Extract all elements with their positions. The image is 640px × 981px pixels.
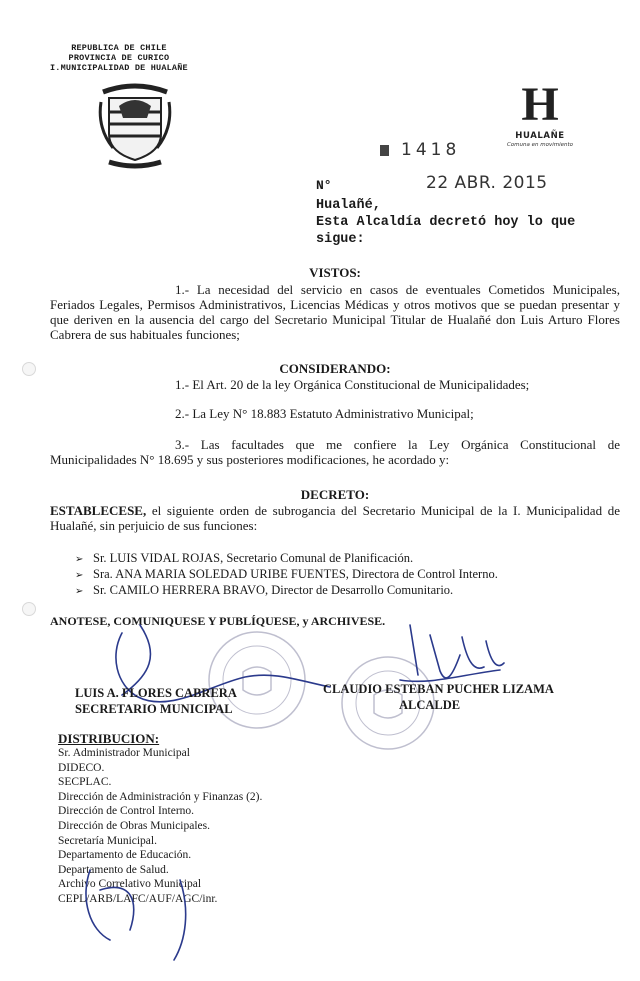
decree-intro <box>316 197 575 248</box>
considerando-heading: CONSIDERANDO: <box>279 361 391 376</box>
punch-hole <box>22 602 36 616</box>
decree-number: 1418 <box>401 140 461 160</box>
letterhead-municipality: I.MUNICIPALIDAD DE HUALAÑE <box>50 63 188 73</box>
decreto-paragraph <box>50 503 620 533</box>
list-item: Sr. Administrador Municipal <box>58 747 190 759</box>
list-item: SECPLAC. <box>58 776 112 789</box>
list-item: Departamento de Educación. <box>58 849 192 862</box>
decree-intro-line1: Esta Alcaldía decretó hoy lo que <box>316 215 576 230</box>
distribucion-heading: DISTRIBUCION: <box>58 731 160 746</box>
decree-date: 22 ABR. 2015 <box>426 173 548 193</box>
arrow-bullet-icon: ➢ <box>75 586 84 597</box>
secretary-title: SECRETARIO MUNICIPAL <box>75 701 233 716</box>
arrow-bullet-icon: ➢ <box>75 554 84 565</box>
decree-number-label: N° <box>316 178 332 193</box>
initials-scribble-icon <box>70 860 240 965</box>
list-item: CEPL/ARB/LAFC/AUF/AGC/inr. <box>58 892 218 905</box>
list-item: Archivo Correlativo Municipal <box>58 878 202 891</box>
decreto-heading: DECRETO: <box>300 487 370 502</box>
logo-name: HUALAÑE <box>515 131 565 141</box>
decreto-text: el siguiente orden de subrogancia del Secretario Municipal de la I. Municipalidad de Hualañé, sin perjuicio de sus funciones: <box>50 503 620 533</box>
hualane-logo <box>505 78 575 148</box>
decree-number-stamp <box>380 140 460 160</box>
subrogancia-list <box>75 551 498 599</box>
secretary-name: LUIS A. FLORES CABRERA <box>75 686 237 700</box>
signature-mayor <box>323 682 554 713</box>
decree-place: Hualañé, <box>316 198 381 213</box>
stamp-mark-icon <box>380 145 389 156</box>
arrow-bullet-icon: ➢ <box>75 570 84 581</box>
letterhead-country: REPUBLICA DE CHILE <box>71 43 167 53</box>
list-item: Departamento de Salud. <box>58 863 169 876</box>
vistos-heading: VISTOS: <box>309 265 361 280</box>
list-item: DIDECO. <box>58 761 105 774</box>
list-item: ➢ Sr. LUIS VIDAL ROJAS, Secretario Comunal de Planificación. <box>75 551 414 565</box>
handwritten-signatures-icon <box>100 615 620 735</box>
mayor-title: ALCALDE <box>399 697 461 712</box>
signature-secretary <box>75 686 237 717</box>
letterhead-province: PROVINCIA DE CURICO <box>68 53 170 63</box>
list-item: Secretaría Municipal. <box>58 834 157 847</box>
letterhead <box>50 43 188 73</box>
considerando-item-1: 1.- El Art. 20 de la ley Orgánica Constitucional de Municipalidades; <box>175 377 530 392</box>
decree-intro-line2: sigue: <box>316 232 365 247</box>
mayor-name: CLAUDIO ESTEBAN PUCHER LIZAMA <box>323 682 554 696</box>
list-item: ➢ Sra. ANA MARIA SOLEDAD URIBE FUENTES, Directora de Control Interno. <box>75 567 498 581</box>
list-item: Dirección de Obras Municipales. <box>58 819 211 832</box>
list-item: ➢ Sr. CAMILO HERRERA BRAVO, Director de Desarrollo Comunitario. <box>75 583 454 597</box>
closing-formula: ANOTESE, COMUNIQUESE Y PUBLÍQUESE, y ARCHIVESE. <box>50 614 386 628</box>
municipal-crest-icon <box>95 78 175 170</box>
considerando-item-3: 3.- Las facultades que me confiere la Ley Orgánica Constitucional de Municipalidades N° 18.695 y sus posteriores modificaciones, he acordado y: <box>50 437 620 467</box>
logo-tagline: Comuna en movimiento <box>506 142 574 148</box>
decreto-lead: ESTABLECESE, <box>50 503 147 518</box>
list-item: Dirección de Control Interno. <box>58 805 195 818</box>
vistos-paragraph: 1.- La necesidad del servicio en casos de eventuales Cometidos Municipales, Feriados Legales, Permisos Administrativos, Licencias Médicas y otros motivos que se puedan presentar y que deriven en la ausencia del cargo del Secretario Municipal Titular de Hualañé don Luis Arturo Flores Cabrera de sus habituales funciones; <box>50 282 620 342</box>
logo-letter: H <box>521 78 559 131</box>
list-item: Dirección de Administración y Finanzas (2). <box>58 790 263 803</box>
punch-hole <box>22 362 36 376</box>
considerando-item-2: 2.- La Ley N° 18.883 Estatuto Administrativo Municipal; <box>175 406 474 421</box>
